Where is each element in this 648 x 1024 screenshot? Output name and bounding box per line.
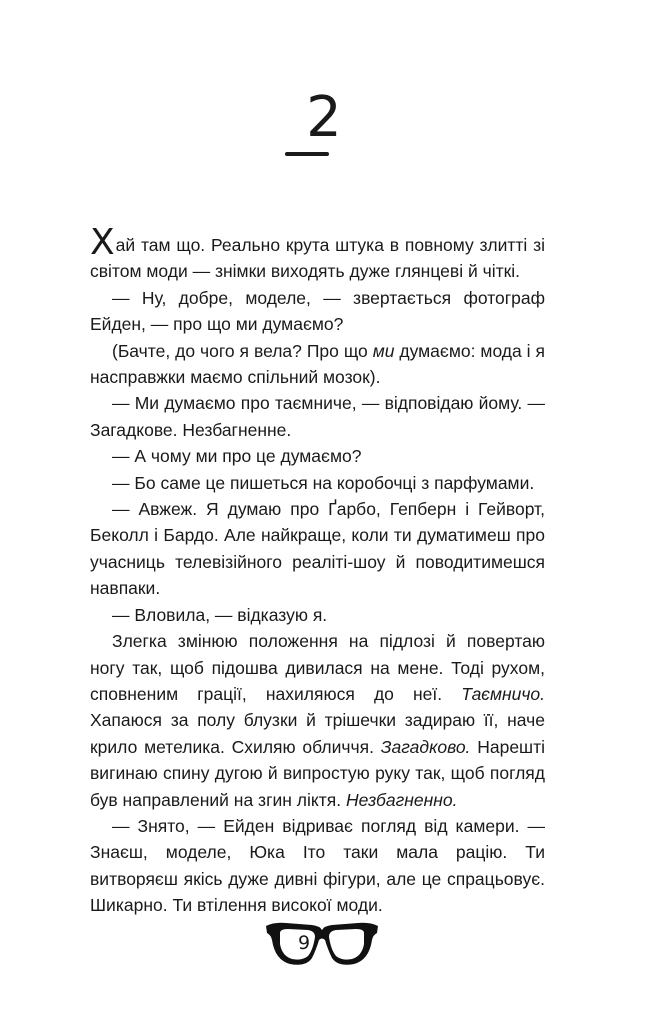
paragraph: — Вловила, — відказую я. [112, 604, 328, 625]
paragraph-text: ай там що. Реально крута штука в повному злитті зі світом моди — знімки виходять дуже глянцеві й чіткі. [90, 235, 545, 282]
emphasis-text: Таємничо. [461, 683, 545, 704]
paragraph [90, 628, 545, 813]
paragraph: — Ми думаємо про таємниче, — відповідаю йому. — Загадкове. Незбагненне. [90, 393, 545, 440]
paragraph: — Бо саме це пишеться на коробочці з парфумами. [112, 472, 535, 493]
paragraph-text: (Бачте, до чого я вела? Про що [112, 340, 373, 361]
emphasis-text: Незбагненно. [345, 789, 458, 810]
paragraph: — А чому ми про це думаємо? [112, 446, 362, 467]
body-text [90, 222, 545, 919]
chapter-underline [285, 152, 329, 156]
drop-cap: Х [90, 222, 115, 263]
emphasis-text: ми [372, 340, 395, 361]
emphasis-text: Загадково. [380, 736, 471, 757]
paragraph-text: Нарешті вигинаю спину дугою й випростую руку так, щоб погляд був направлений на згин ліктя. [90, 736, 545, 810]
paragraph [90, 338, 545, 391]
paragraph: — Знято, — Ейден відриває погляд від камери. — Знаєш, моделе, Юка Іто таки мала рацію. Ти витворяєш якісь дуже дивні фігури, але це спрацьовує. Шикарно. Ти втілення високої моди. [90, 815, 545, 916]
chapter-number: 2 [306, 85, 342, 150]
page-number: 9 [297, 932, 311, 954]
paragraph: — Авжеж. Я думаю про Ґарбо, Гепберн і Гейворт, Беколл і Бардо. Але найкраще, коли ти думатимеш про учасниць телевізійного реаліті-шоу й поводитимешся навпаки. [90, 499, 545, 599]
paragraph: — Ну, добре, моделе, — звертається фотограф Ейден, — про що ми думаємо? [90, 287, 545, 335]
paragraph [90, 222, 545, 285]
paragraph-text: Хапаюся за полу блузки й трішечки задираю її, наче крило метелика. Схиляю обличчя. [90, 710, 545, 757]
paragraph-text: думаємо: мода і я насправжки маємо спільний мозок). [90, 340, 545, 388]
paragraph-text: Злегка змінюю положення на підлозі й повертаю ногу так, щоб підошва дивилася на мене. Тоді рухом, сповненим грації, нахиляюся до неї. [90, 631, 545, 704]
